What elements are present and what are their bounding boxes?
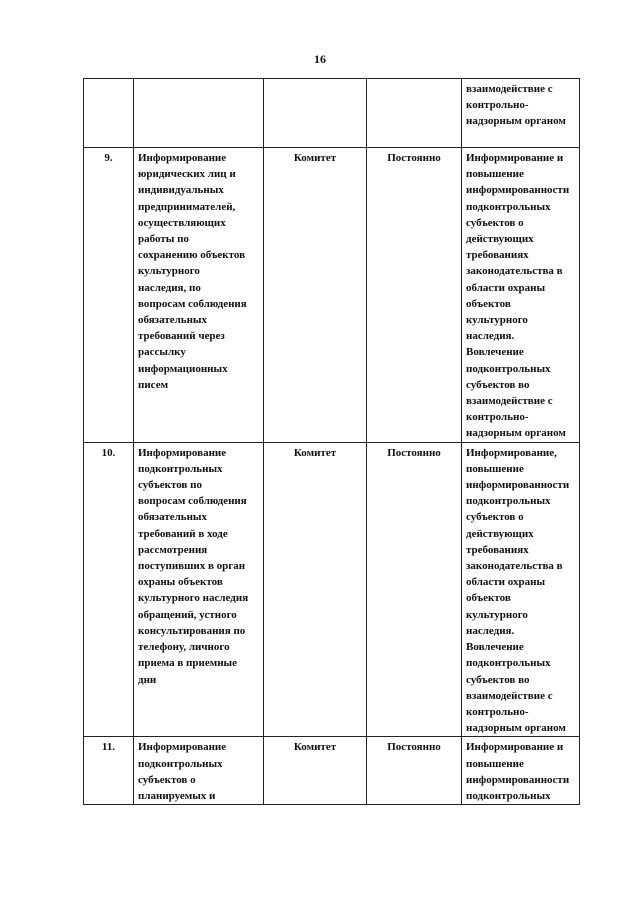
result-text: Информирование и повышение информированности подконтрольных	[466, 741, 570, 802]
period-cell	[367, 79, 462, 148]
events-table	[83, 78, 580, 805]
executor-text: Комитет	[293, 446, 337, 459]
event-cell	[134, 737, 264, 805]
result-text: Информирование и повышение информированности подконтрольных субъектов о действующих требованиях законодательства в области охраны объектов культурного наследия. Вовлечение подконтрольных субъектов во взаимодействие с контрольно- надзорным органом	[466, 152, 570, 440]
page-number: 16	[314, 52, 326, 66]
event-cell	[134, 148, 264, 443]
row-number: 10.	[101, 446, 116, 459]
result-text: взаимодействие с контрольно- надзорным органом	[466, 83, 566, 128]
period-cell	[367, 148, 462, 443]
executor-cell	[264, 737, 367, 805]
executor-cell	[264, 79, 367, 148]
table-row-continued	[84, 79, 580, 148]
period-text: Постоянно	[387, 446, 441, 459]
executor-cell	[264, 442, 367, 737]
event-text: Информирование подконтрольных субъектов о планируемых и	[138, 741, 227, 802]
result-text: Информирование, повышение информированности подконтрольных субъектов о действующих требованиях законодательства в области охраны объектов культурного наследия. Вовлечение подконтрольных субъектов во взаимодействие с контрольно- надзорным органом	[466, 446, 570, 735]
row-number-cell	[84, 148, 134, 443]
result-cell	[462, 442, 580, 737]
row-number: 9.	[104, 152, 113, 164]
row-number-cell	[84, 442, 134, 737]
row-number-cell	[84, 737, 134, 805]
table-row-11	[84, 737, 580, 805]
row-number-cell	[84, 79, 134, 148]
table-row-10	[84, 442, 580, 737]
event-text: Информирование юридических лиц и индивидуальных предпринимателей, осуществляющих работы по сохранению объектов культурного наследия, по вопросам соблюдения обязательных требований через рассылку информационных писем	[138, 152, 247, 391]
table-row-9	[84, 148, 580, 443]
executor-text: Комитет	[293, 152, 337, 164]
executor-cell	[264, 148, 367, 443]
event-cell	[134, 442, 264, 737]
event-text: Информирование подконтрольных субъектов по вопросам соблюдения обязательных требований в ходе рассмотрения поступивших в орган охраны объектов культурного наследия обращений, устного консультирования по телефону, личного приема в приемные дни	[138, 446, 249, 686]
period-text: Постоянно	[387, 152, 441, 164]
period-text: Постоянно	[387, 741, 441, 754]
event-cell	[134, 79, 264, 148]
period-cell	[367, 737, 462, 805]
result-cell	[462, 79, 580, 148]
result-cell	[462, 737, 580, 805]
period-cell	[367, 442, 462, 737]
executor-text: Комитет	[293, 741, 337, 754]
row-number: 11.	[101, 741, 116, 754]
result-cell	[462, 148, 580, 443]
